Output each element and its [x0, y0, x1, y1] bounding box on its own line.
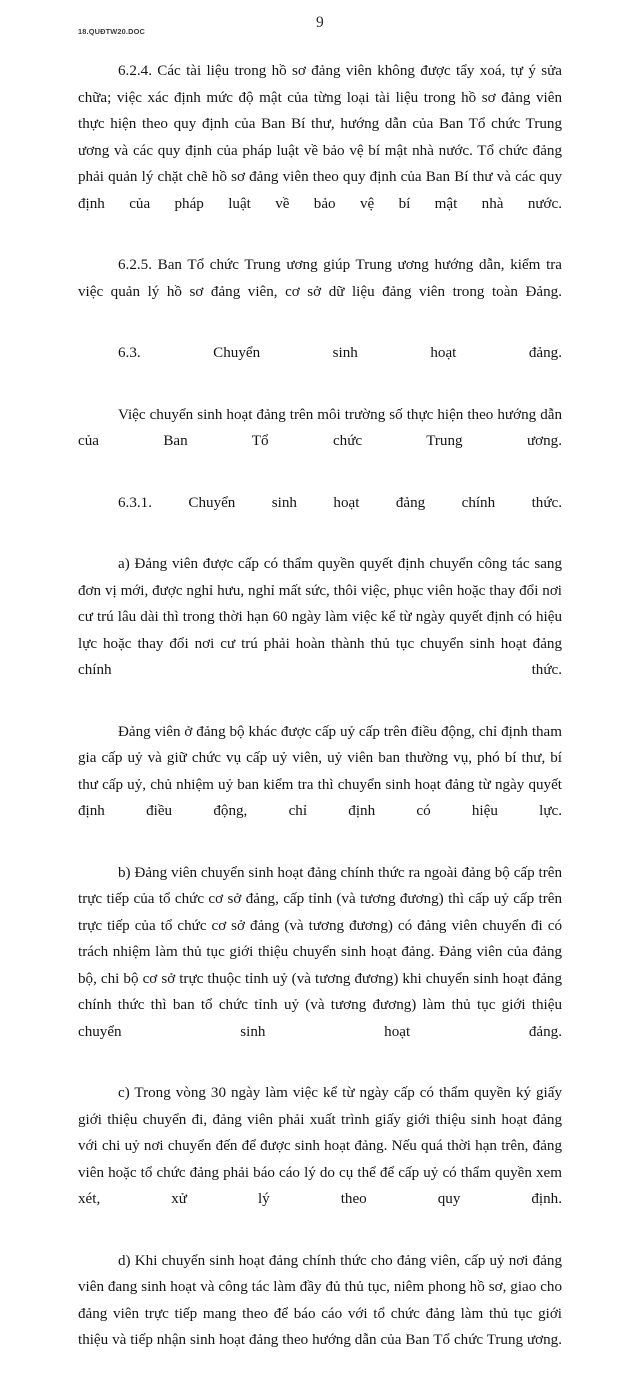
- paragraph-b: b) Đảng viên chuyển sinh hoạt đảng chính thức ra ngoài đảng bộ cấp trên trực tiếp của tổ chức cơ sở đảng, cấp tỉnh (và tương đương) thì cấp uỷ cấp trên trực tiếp của tổ chức cơ sở đảng (và tương đương) có đảng viên chuyển đi có trách nhiệm làm thủ tục giới thiệu chuyển sinh hoạt đảng. Đảng viên của đảng bộ, chi bộ cơ sở trực thuộc tỉnh uỷ (và tương đương) khi chuyển sinh hoạt đảng chính thức thì ban tổ chức tỉnh uỷ (và tương đương) làm thủ tục giới thiệu chuyển sinh hoạt đảng.: [78, 860, 562, 1072]
- paragraph-6-3-intro: Việc chuyển sinh hoạt đảng trên môi trường số thực hiện theo hướng dẫn của Ban Tổ chức Trung ương.: [78, 402, 562, 482]
- paragraph-c: c) Trong vòng 30 ngày làm việc kể từ ngày cấp có thẩm quyền ký giấy giới thiệu chuyển đi, đảng viên phải xuất trình giấy giới thiệu sinh hoạt đảng với chi uỷ nơi chuyển đến để được sinh hoạt đảng. Nếu quá thời hạn trên, đảng viên hoặc tổ chức đảng phải báo cáo lý do cụ thể để cấp uỷ có thẩm quyền xem xét, xử lý theo quy định.: [78, 1080, 562, 1239]
- document-header-label: 18.QUĐTW20.DOC: [78, 27, 145, 36]
- paragraph-6-3-heading: 6.3. Chuyển sinh hoạt đảng.: [78, 340, 562, 393]
- paragraph-a: a) Đảng viên được cấp có thẩm quyền quyết định chuyển công tác sang đơn vị mới, được nghỉ hưu, nghỉ mất sức, thôi việc, phục viên hoặc thay đổi nơi cư trú lâu dài thì trong thời hạn 60 ngày làm việc kể từ ngày quyết định có hiệu lực hoặc thay đổi nơi cư trú phải hoàn thành thủ tục chuyển sinh hoạt đảng chính thức.: [78, 551, 562, 710]
- paragraph-6-2-4: 6.2.4. Các tài liệu trong hồ sơ đảng viên không được tẩy xoá, tự ý sửa chữa; việc xác định mức độ mật của từng loại tài liệu trong hồ sơ đảng viên thực hiện theo quy định của Ban Bí thư, hướng dẫn của Ban Tổ chức Trung ương và các quy định của pháp luật về bảo vệ bí mật nhà nước. Tổ chức đảng phải quản lý chặt chẽ hồ sơ đảng viên theo quy định của Ban Bí thư và các quy định của pháp luật về bảo vệ bí mật nhà nước.: [78, 58, 562, 244]
- paragraph-d: d) Khi chuyển sinh hoạt đảng chính thức cho đảng viên, cấp uỷ nơi đảng viên đang sinh hoạt và công tác làm đầy đủ thủ tục, niêm phong hồ sơ, giao cho đảng viên trực tiếp mang theo để báo cáo với tổ chức đảng làm thủ tục giới thiệu và tiếp nhận sinh hoạt đảng theo hướng dẫn của Ban Tổ chức Trung ương.: [78, 1248, 562, 1380]
- page-number: 9: [0, 14, 640, 32]
- paragraph-6-3-1-heading: 6.3.1. Chuyển sinh hoạt đảng chính thức.: [78, 490, 562, 543]
- paragraph-a-continued: Đảng viên ở đảng bộ khác được cấp uỷ cấp trên điều động, chỉ định tham gia cấp uỷ và giữ chức vụ cấp uỷ viên, uỷ viên ban thường vụ, phó bí thư, bí thư cấp uỷ, chủ nhiệm uỷ ban kiểm tra thì chuyển sinh hoạt đảng từ ngày quyết định điều động, chỉ định có hiệu lực.: [78, 719, 562, 852]
- document-body: [78, 58, 562, 1380]
- paragraph-6-2-5: 6.2.5. Ban Tổ chức Trung ương giúp Trung ương hướng dẫn, kiểm tra việc quản lý hồ sơ đảng viên, cơ sở dữ liệu đảng viên trong toàn Đảng.: [78, 252, 562, 332]
